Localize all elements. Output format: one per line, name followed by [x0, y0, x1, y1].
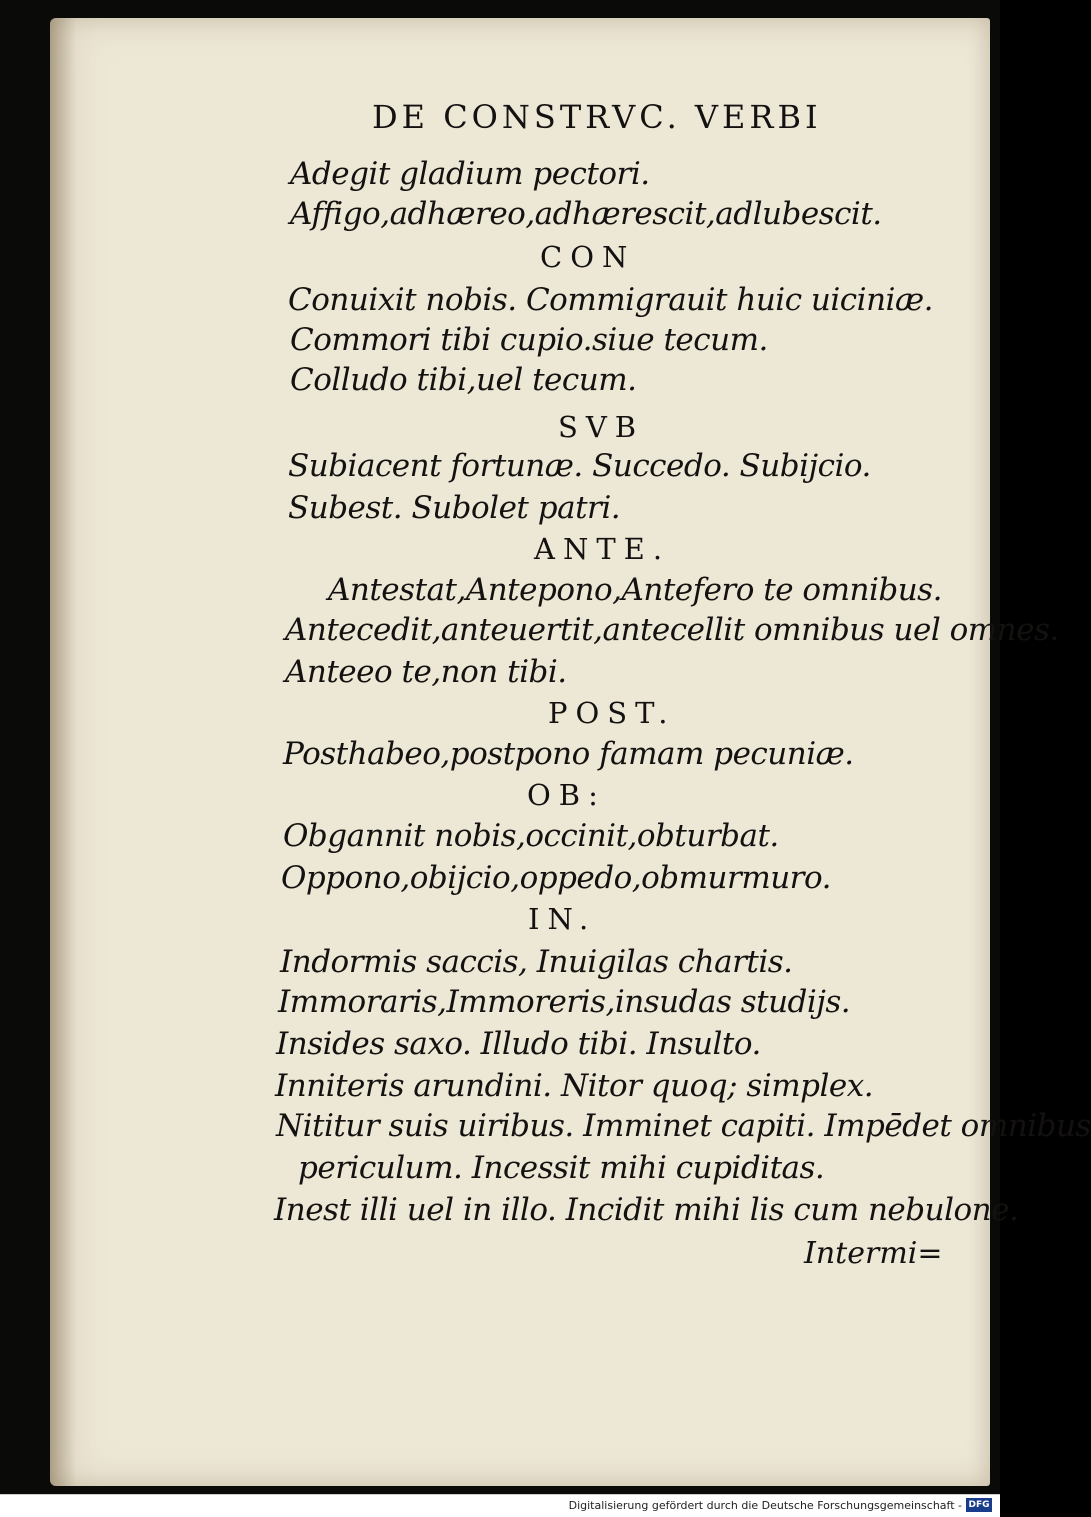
text-line: Posthabeo,postpono famam pecuniæ. — [283, 736, 854, 772]
text-line: Conuixit nobis. Commigrauit huic uiciniæ. — [288, 282, 933, 318]
text-line: Commori tibi cupio.siue tecum. — [290, 322, 768, 358]
text-line: periculum. Incessit mihi cupiditas. — [298, 1150, 825, 1186]
section-heading: SVB — [558, 410, 645, 444]
footer-credit: Digitalisierung gefördert durch die Deutsche Forschungsgemeinschaft - — [568, 1499, 962, 1512]
text-line: Colludo tibi,uel tecum. — [290, 362, 637, 398]
footer-bar — [0, 1494, 1000, 1517]
text-line: Oppono,obijcio,oppedo,obmurmuro. — [281, 860, 831, 896]
text-line: Anteeo te,non tibi. — [285, 654, 567, 690]
text-line: Antecedit,anteuertit,antecellit omnibus uel omnes. — [285, 612, 1059, 648]
text-line: Nititur suis uiribus. Imminet capiti. Impēdet omnibus — [276, 1108, 1091, 1144]
text-line: Inest illi uel in illo. Incidit mihi lis cum nebulone. — [274, 1192, 1019, 1228]
running-head: DE CONSTRVC. VERBI — [372, 98, 822, 136]
section-heading: IN. — [528, 902, 597, 936]
text-line: Subiacent fortunæ. Succedo. Subijcio. — [288, 448, 871, 484]
section-heading: CON — [540, 240, 636, 274]
section-heading: OB: — [527, 778, 606, 812]
catchword: Intermi= — [804, 1236, 943, 1271]
text-line: Adegit gladium pectori. — [290, 156, 650, 192]
text-line: Affigo,adhæreo,adhærescit,adlubescit. — [290, 196, 882, 232]
text-line: Obgannit nobis,occinit,obturbat. — [283, 818, 779, 854]
text-line: Immoraris,Immoreris,insudas studijs. — [278, 984, 851, 1020]
dfg-logo-icon: DFG — [966, 1498, 992, 1512]
text-line: Antestat,Antepono,Antefero te omnibus. — [328, 572, 942, 608]
section-heading: POST. — [548, 696, 676, 730]
section-heading: ANTE. — [534, 532, 671, 566]
page-gutter-shadow — [50, 18, 76, 1486]
text-line: Insides saxo. Illudo tibi. Insulto. — [276, 1026, 761, 1062]
text-line: Indormis saccis, Inuigilas chartis. — [280, 944, 793, 980]
text-line: Subest. Subolet patri. — [288, 490, 621, 526]
text-line: Inniteris arundini. Nitor quoq; simplex. — [275, 1068, 874, 1104]
